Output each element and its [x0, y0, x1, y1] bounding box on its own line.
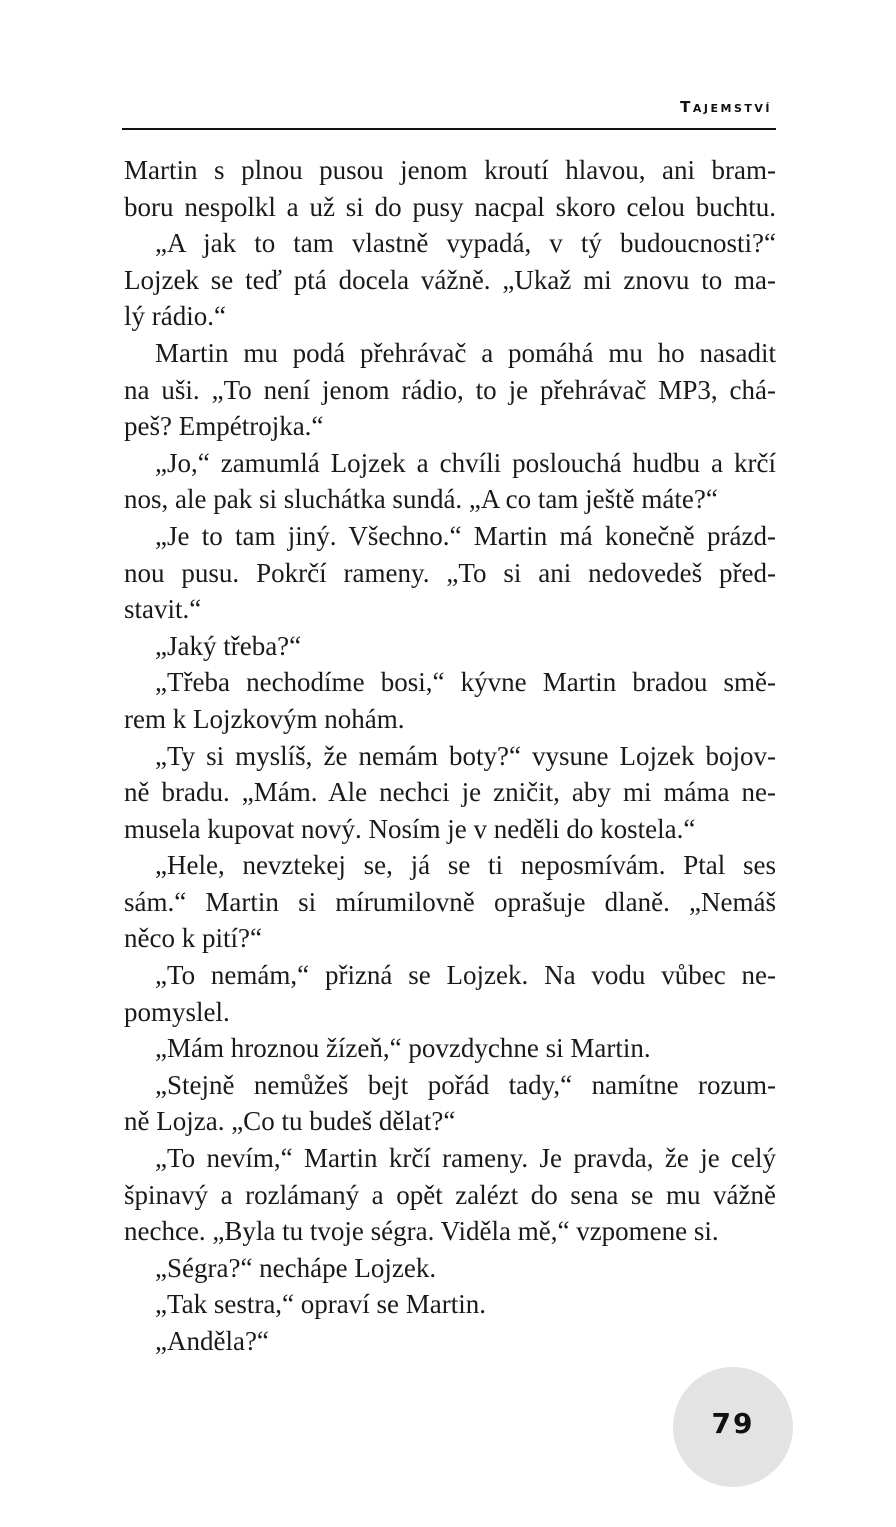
text-line: lý rádio.“: [124, 301, 226, 332]
text-line: „Jaký třeba?“: [155, 630, 302, 661]
text-line: pomyslel.: [124, 996, 230, 1027]
text-line: nos, ale pak si sluchátka sundá. „A co tam ještě máte?“: [124, 484, 718, 515]
text-line: „To nevím,“ Martin krčí rameny. Je pravda, že je celý: [155, 1143, 776, 1174]
text-line: „Hele, nevztekej se, já se ti neposmívám. Ptal ses: [155, 850, 776, 881]
text-line: stavit.“: [124, 594, 202, 625]
text-line: Lojzek se teď ptá docela vážně. „Ukaž mi znovu to ma-: [124, 264, 776, 295]
text-line: „Třeba nechodíme bosi,“ kývne Martin bradou smě-: [155, 667, 776, 698]
text-line: „Je to tam jiný. Všechno.“ Martin má konečně prázd-: [155, 520, 776, 551]
body-text: [124, 152, 776, 1360]
text-line: „Anděla?“: [155, 1326, 269, 1356]
text-line: musela kupovat nový. Nosím je v neděli do kostela.“: [124, 813, 696, 844]
text-line: ně bradu. „Mám. Ale nechci je zničit, aby mi máma ne-: [124, 777, 776, 808]
text-line: ně Lojza. „Co tu budeš dělat?“: [124, 1106, 456, 1137]
text-line: sám.“ Martin si mírumilovně oprašuje dlaně. „Nemáš: [124, 886, 776, 917]
running-header-title: Tajemství: [680, 98, 772, 116]
text-line: „Jo,“ zamumlá Lojzek a chvíli poslouchá hudbu a krčí: [155, 447, 776, 478]
text-line: „To nemám,“ přizná se Lojzek. Na vodu vůbec ne-: [155, 960, 776, 991]
text-line: na uši. „To není jenom rádio, to je přehrávač MP3, chá-: [124, 374, 776, 405]
text-line: „A jak to tam vlastně vypadá, v tý budoucnosti?“: [155, 228, 776, 259]
page-number-badge: [673, 1367, 793, 1487]
text-line: „Ségra?“ nechápe Lojzek.: [155, 1252, 437, 1283]
text-line: nechce. „Byla tu tvoje ségra. Viděla mě,“ vzpomene si.: [124, 1216, 719, 1247]
text-line: peš? Empétrojka.“: [124, 411, 324, 442]
text-line: špinavý a rozlámaný a opět zalézt do sena se mu vážně: [124, 1179, 776, 1210]
text-line: „Ty si myslíš, že nemám boty?“ vysune Lojzek bojov-: [155, 740, 776, 771]
text-line: nou pusu. Pokrčí rameny. „To si ani nedovedeš před-: [124, 557, 776, 588]
text-line: „Tak sestra,“ opraví se Martin.: [155, 1289, 486, 1320]
text-line: rem k Lojzkovým nohám.: [124, 703, 405, 734]
text-line: Martin mu podá přehrávač a pomáhá mu ho nasadit: [155, 337, 776, 368]
text-line: Martin s plnou pusou jenom kroutí hlavou, ani bram-: [124, 155, 776, 185]
page-number: 79: [711, 1406, 755, 1440]
text-line: něco k pití?“: [124, 923, 262, 954]
text-line: boru nespolkl a už si do pusy nacpal skoro celou buchtu.: [124, 191, 776, 222]
header-rule: [122, 128, 776, 130]
text-line: „Mám hroznou žízeň,“ povzdychne si Martin.: [155, 1033, 651, 1064]
text-line: „Stejně nemůžeš bejt pořád tady,“ namítne rozum-: [155, 1069, 776, 1100]
